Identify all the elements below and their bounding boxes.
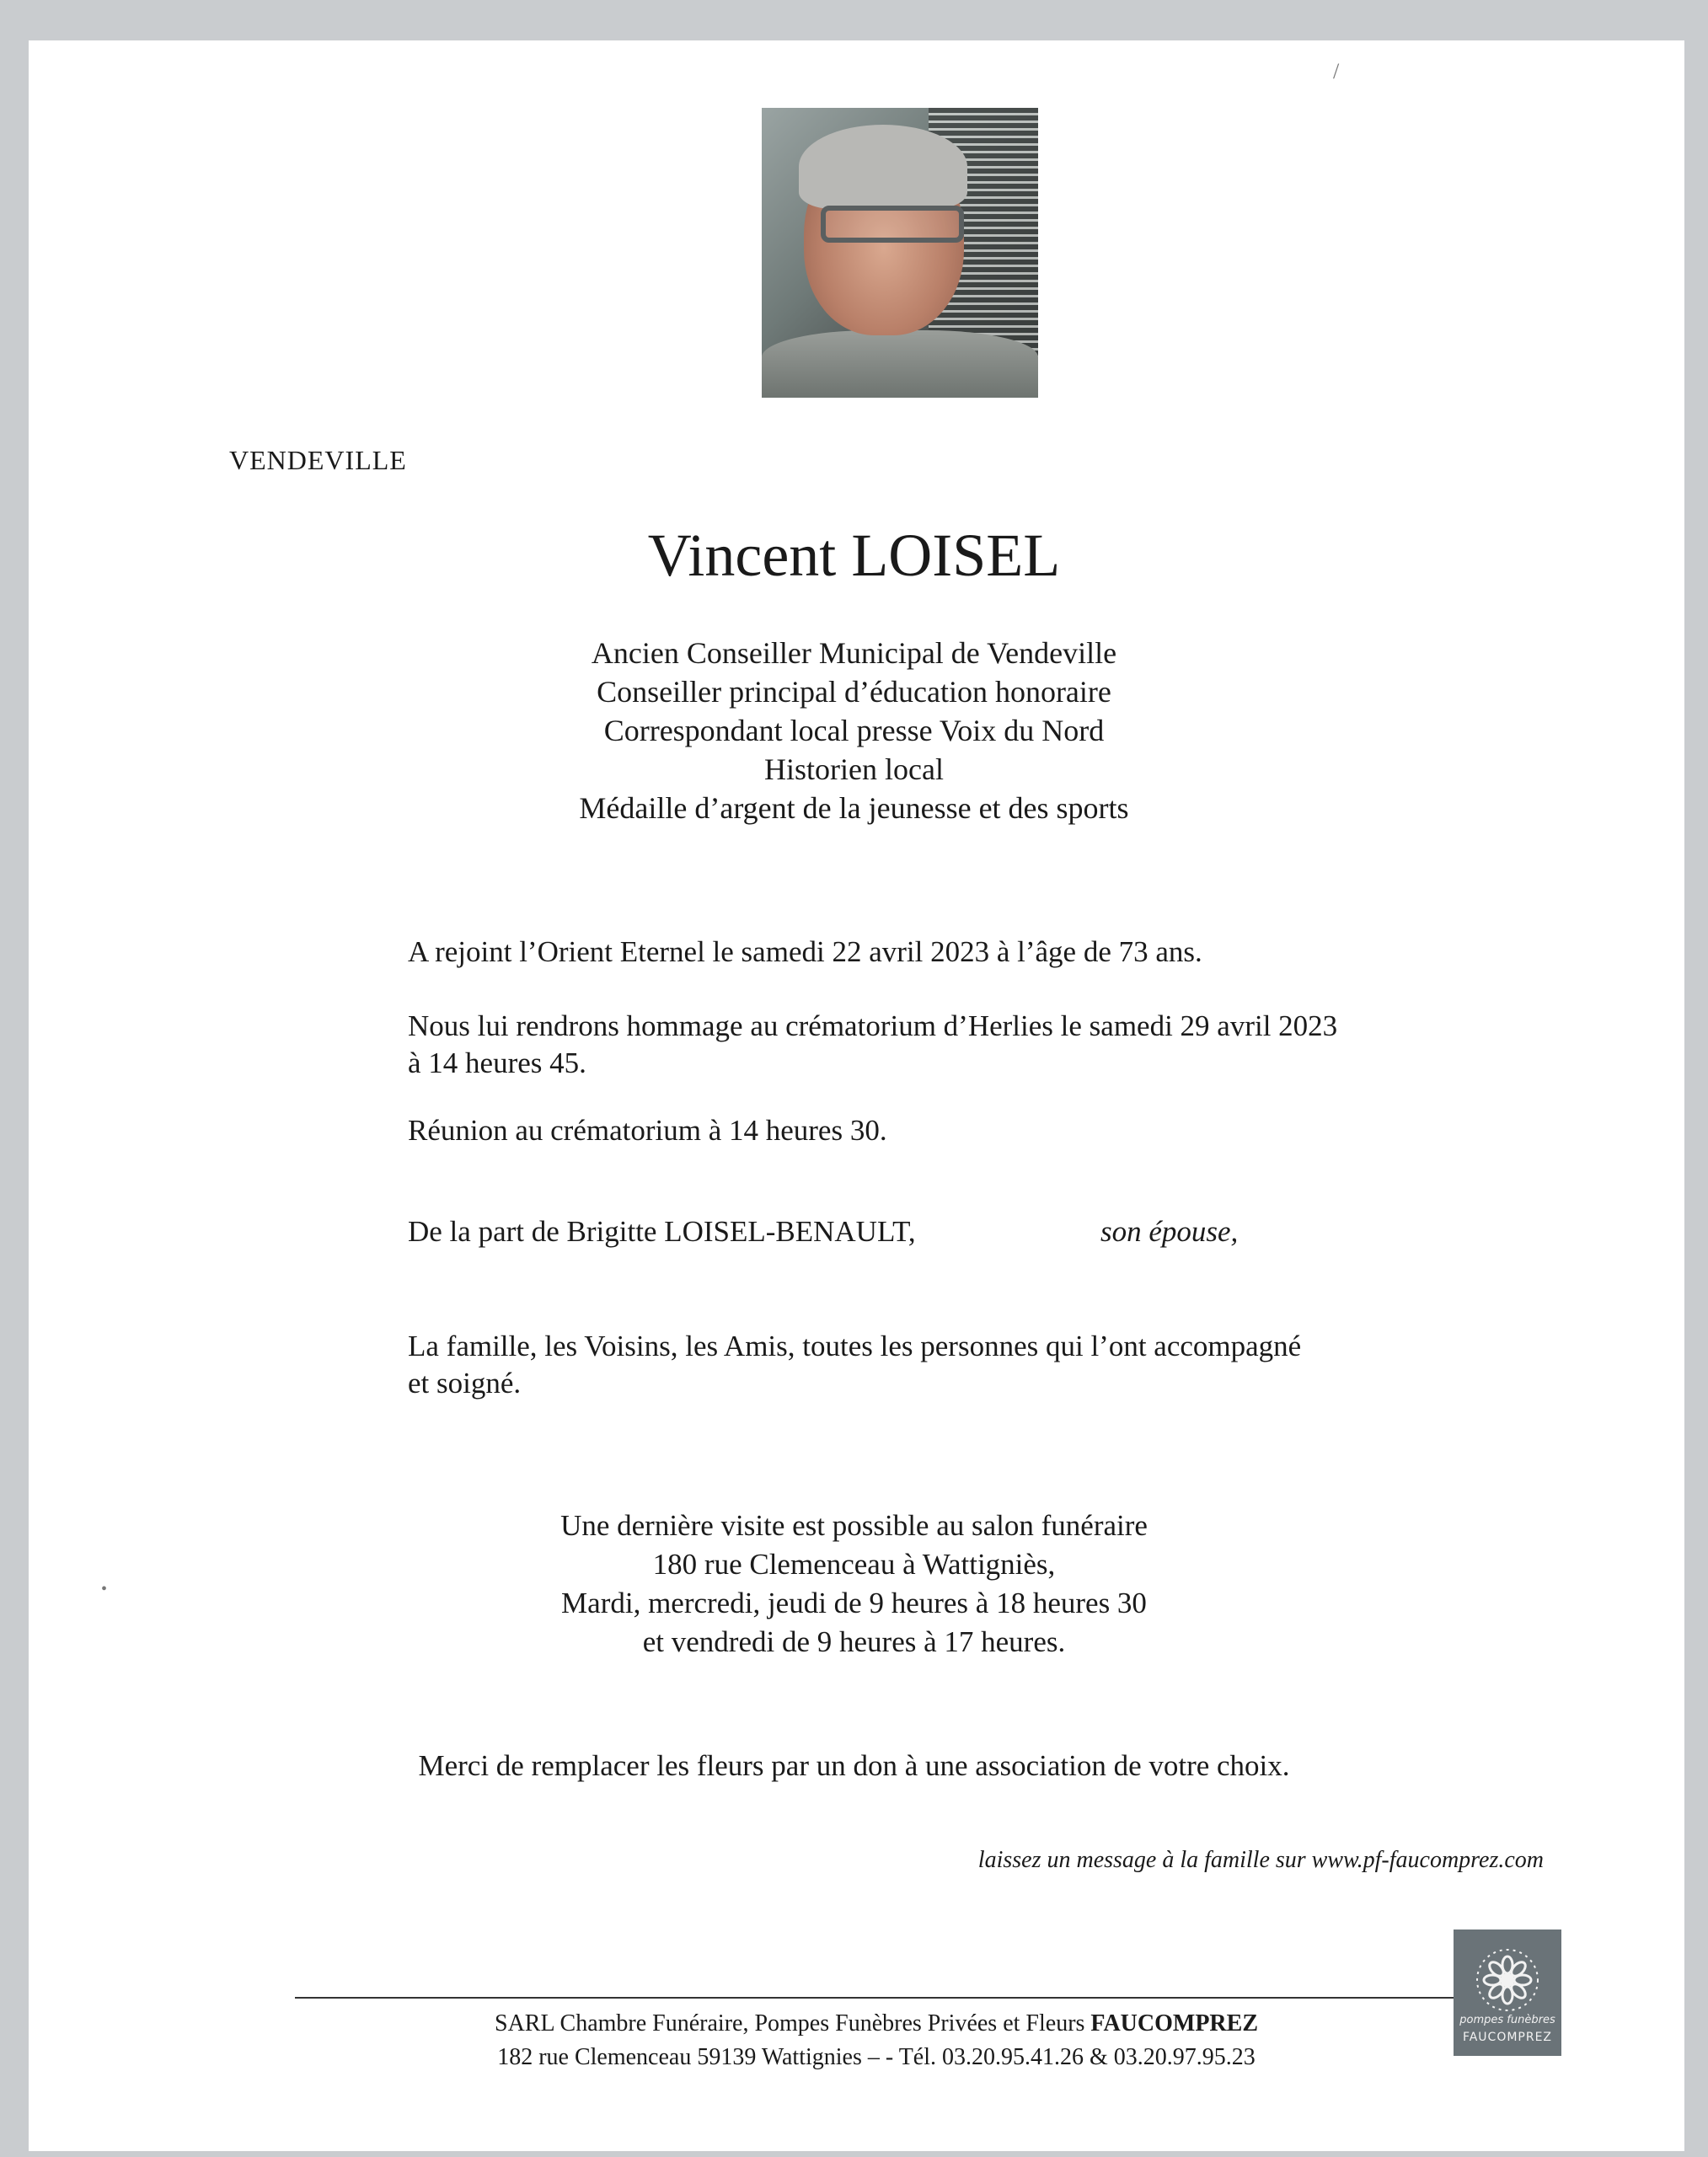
from-role: son épouse, (1100, 1215, 1239, 1248)
flower-emblem-icon (1474, 1946, 1541, 2014)
logo-title: FAUCOMPREZ (1462, 2031, 1553, 2044)
funeral-home-footer (295, 2007, 1458, 2074)
family-text: et soigné. (408, 1367, 522, 1400)
town-name: VENDEVILLE (229, 445, 407, 475)
footer-company: SARL Chambre Funéraire, Pompes Funèbres Privées et Fleurs (495, 2010, 1091, 2037)
family-text: La famille, les Voisins, les Amis, toutes les personnes qui l’ont accompagné (408, 1330, 1302, 1362)
flowers-request: Merci de remplacer les fleurs par un don à une association de votre choix. (418, 1749, 1290, 1782)
from-line (408, 1213, 1503, 1250)
visit-line: et vendredi de 9 heures à 17 heures. (642, 1625, 1066, 1658)
photo-shirt (762, 330, 1038, 398)
scan-speck: / (1333, 59, 1340, 83)
title-line: Historien local (764, 752, 944, 786)
visit-info (0, 1507, 1708, 1662)
footer-divider (295, 1997, 1458, 1999)
from-name: De la part de Brigitte LOISEL-BENAULT, (408, 1215, 916, 1248)
title-line: Correspondant local presse Voix du Nord (603, 714, 1105, 747)
title-line: Conseiller principal d’éducation honoraire (597, 675, 1111, 709)
website-note: laissez un message à la famille sur www.pf-faucomprez.com (977, 1847, 1544, 1873)
title-line: Médaille d’argent de la jeunesse et des sports (579, 791, 1129, 825)
photo-hair (799, 125, 967, 209)
death-announcement: A rejoint l’Orient Eternel le samedi 22 avril 2023 à l’âge de 73 ans. (408, 935, 1202, 968)
logo-subtitle: pompes funèbres (1459, 2014, 1555, 2026)
meeting-info: Réunion au crématorium à 14 heures 30. (408, 1114, 887, 1147)
visit-line: Mardi, mercredi, jeudi de 9 heures à 18 heures 30 (561, 1587, 1147, 1619)
footer-company-bold: FAUCOMPREZ (1090, 2010, 1258, 2037)
ceremony-info (408, 1008, 1503, 1082)
deceased-name: Vincent LOISEL (647, 522, 1061, 589)
footer-line-2: 182 rue Clemenceau 59139 Wattignies – - Tél. 03.20.95.41.26 & 03.20.97.95.23 (497, 2044, 1256, 2070)
titles-list (0, 634, 1708, 827)
portrait-photo (762, 108, 1038, 398)
visit-line: Une dernière visite est possible au salon funéraire (560, 1509, 1148, 1542)
title-line: Ancien Conseiller Municipal de Vendeville (591, 636, 1117, 670)
scan-speck: • (101, 1580, 108, 1598)
ceremony-line: Nous lui rendrons hommage au crématorium d’Herlies le samedi 29 avril 2023 (408, 1009, 1338, 1042)
photo-glasses (821, 206, 964, 243)
visit-line: 180 rue Clemenceau à Wattigniès, (652, 1548, 1056, 1581)
ceremony-line: à 14 heures 45. (408, 1046, 586, 1079)
faucomprez-logo (1454, 1930, 1561, 2056)
family-line (408, 1328, 1503, 1402)
footer-line-1 (295, 2007, 1458, 2041)
